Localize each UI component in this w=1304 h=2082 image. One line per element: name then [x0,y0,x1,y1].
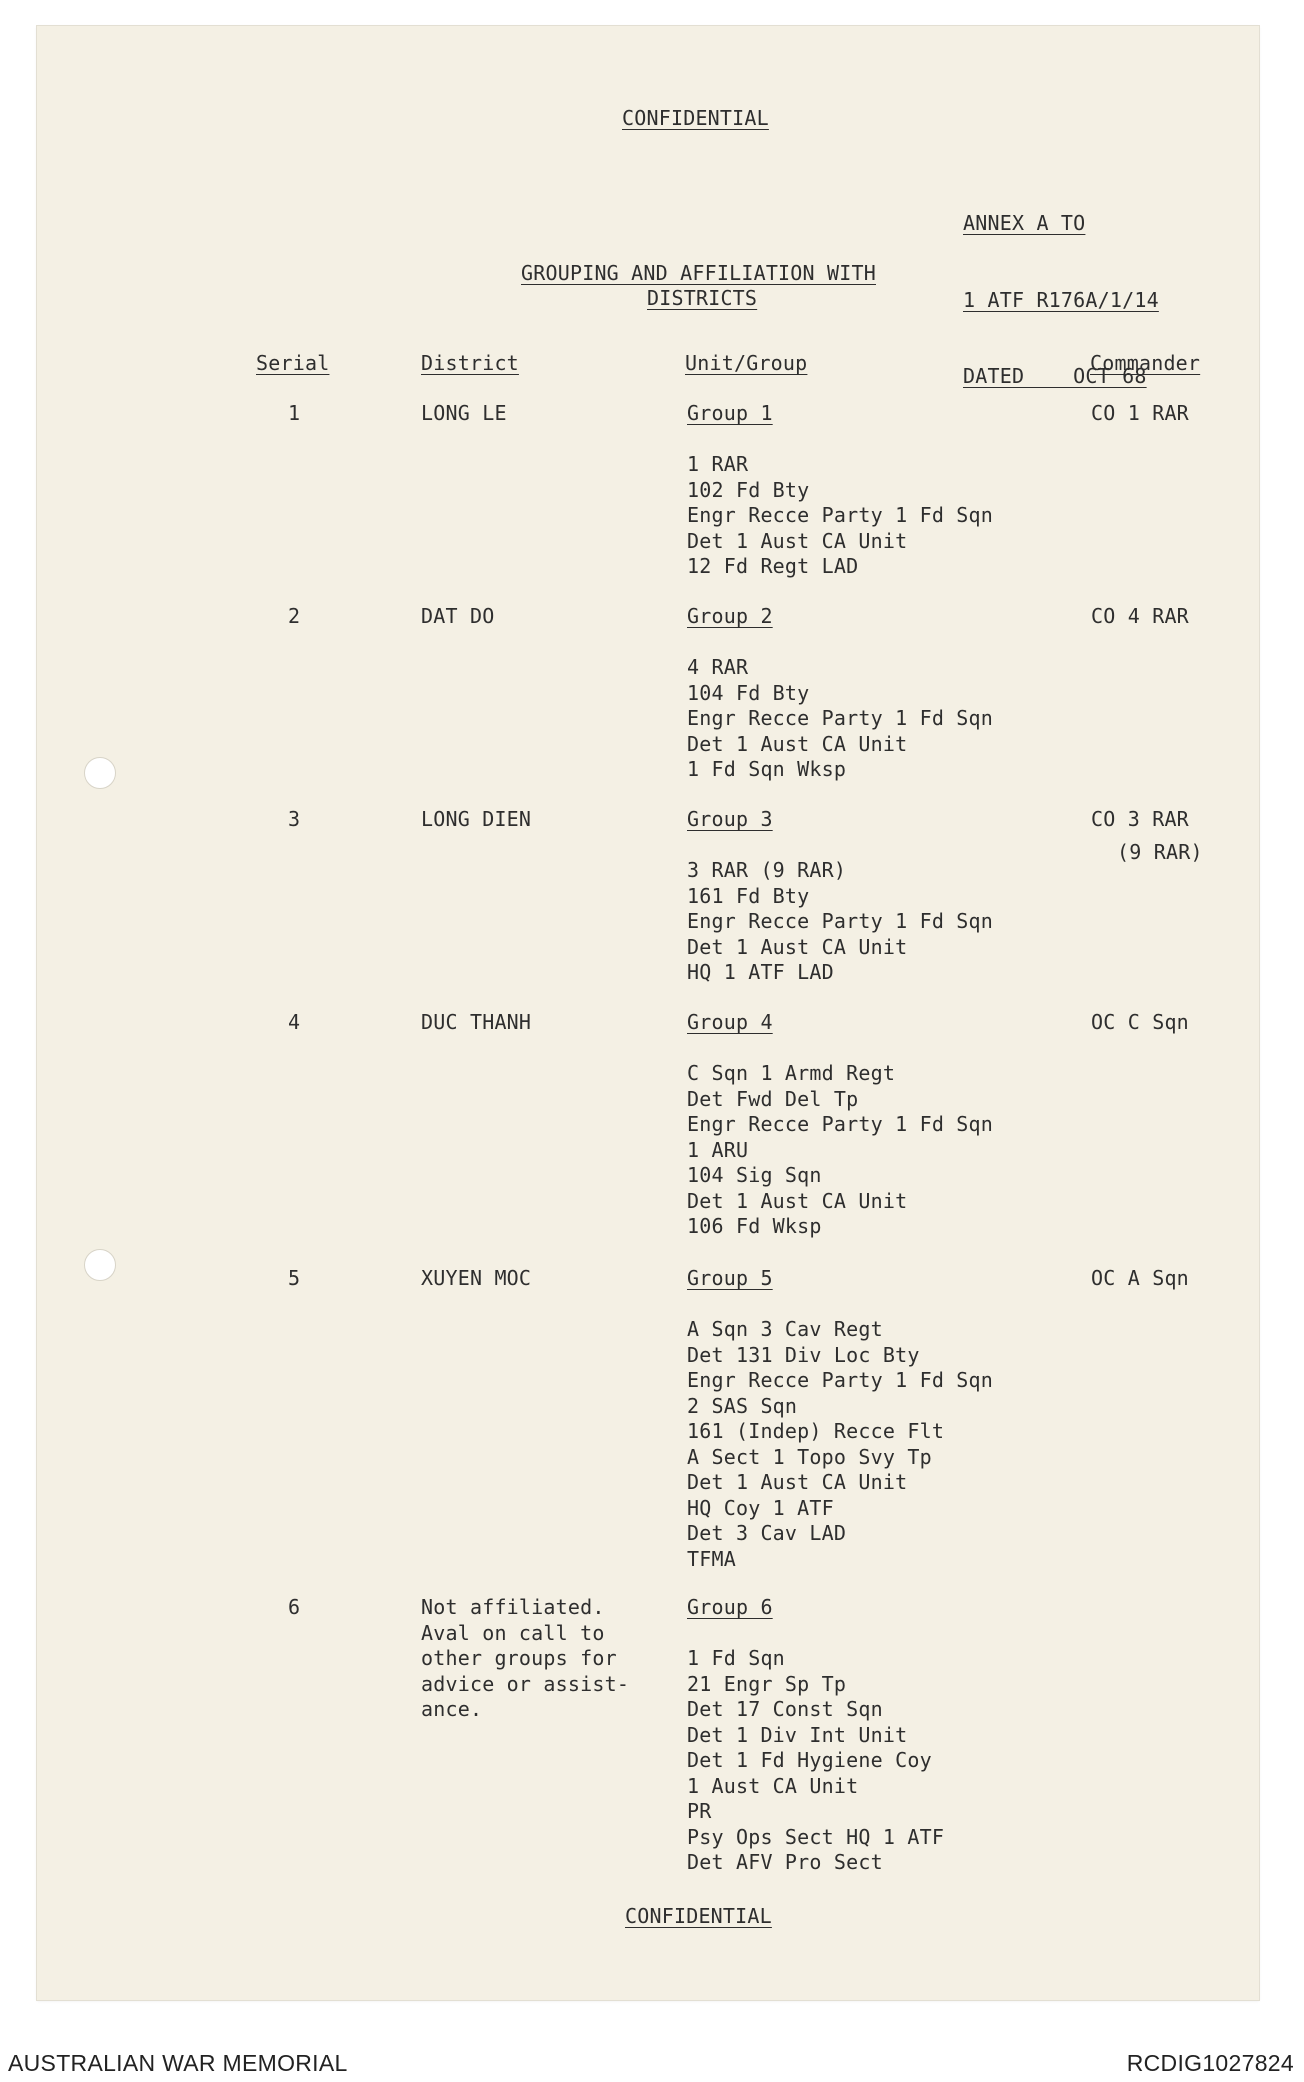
row-commander: (9 RAR) [1117,840,1203,864]
row-unit: Det 1 Aust CA Unit [687,1470,908,1494]
row-commander: CO 3 RAR [1091,807,1189,831]
row-unit: 4 RAR [687,655,749,679]
row-unit: 104 Fd Bty [687,680,810,705]
row-unit: PR [687,1799,712,1823]
row-unit: Engr Recce Party 1 Fd Sqn [687,706,994,730]
row-unit: 1 RAR [687,452,749,476]
punch-hole-top [84,757,116,789]
row-unit: Engr Recce Party 1 Fd Sqn [687,1112,994,1136]
row-district: other groups for [421,1646,617,1670]
row-unit: Psy Ops Sect HQ 1 ATF [687,1824,945,1849]
row-unit: HQ 1 ATF LAD [687,960,834,984]
row-unit: 3 RAR (9 RAR) [687,858,847,882]
row-unit: Det 1 Aust CA Unit [687,934,908,959]
row-commander: CO 4 RAR [1091,604,1189,628]
row-unit: Det 131 Div Loc Bty [687,1342,920,1367]
row-unit: Det Fwd Del Tp [687,1086,859,1111]
row-district: Aval on call to [421,1620,605,1645]
row-district: DUC THANH [421,1010,532,1034]
row-unit: Det 3 Cav LAD [687,1521,847,1545]
row-district: XUYEN MOC [421,1266,532,1290]
row-district: LONG DIEN [421,807,532,831]
annex-line-1: ANNEX A TO [963,211,1086,235]
row-district: ance. [421,1697,483,1721]
row-unit: 1 Fd Sqn Wksp [687,757,847,781]
row-district: advice or assist- [421,1671,630,1696]
annex-reference [963,160,1159,415]
annex-line-3: DATED OCT 68 [963,364,1147,388]
row-unit: 1 Aust CA Unit [687,1773,859,1798]
row-unit: HQ Coy 1 ATF [687,1495,834,1520]
page-title-line-2: DISTRICTS [647,286,758,310]
archive-reference-id: RCDIG1027824 [1126,2050,1294,2076]
row-unit: Engr Recce Party 1 Fd Sqn [687,1368,994,1392]
row-unit: 104 Sig Sqn [687,1163,822,1187]
row-unit: Det AFV Pro Sect [687,1850,883,1874]
classification-header: CONFIDENTIAL [622,106,769,130]
row-unit: Det 1 Div Int Unit [687,1722,908,1747]
row-serial: 2 [288,604,301,628]
column-header-serial: Serial [256,351,330,375]
punch-hole-bottom [84,1249,116,1281]
row-unit: Det 1 Fd Hygiene Coy [687,1748,932,1772]
row-serial: 5 [288,1266,301,1290]
row-unit: 106 Fd Wksp [687,1214,822,1238]
row-district: DAT DO [421,604,495,628]
row-unit: 161 Fd Bty [687,883,810,908]
row-unit: 12 Fd Regt LAD [687,554,859,578]
row-unit: 2 SAS Sqn [687,1393,798,1418]
page-title-line-1: GROUPING AND AFFILIATION WITH [521,261,876,285]
row-unit: C Sqn 1 Armd Regt [687,1061,896,1085]
row-unit: TFMA [687,1546,736,1571]
row-unit: Engr Recce Party 1 Fd Sqn [687,503,994,527]
row-unit: 1 ARU [687,1137,749,1162]
row-commander: OC C Sqn [1091,1010,1189,1034]
row-unit: Det 1 Aust CA Unit [687,1188,908,1213]
row-group-heading: Group 2 [687,604,773,628]
row-unit: 21 Engr Sp Tp [687,1671,847,1696]
row-unit: Engr Recce Party 1 Fd Sqn [687,909,994,933]
row-serial: 4 [288,1010,301,1034]
row-unit: A Sqn 3 Cav Regt [687,1317,883,1341]
row-unit: A Sect 1 Topo Svy Tp [687,1444,932,1469]
row-group-heading: Group 5 [687,1266,773,1290]
column-header-commander: Commander [1090,351,1201,375]
column-header-district: District [421,351,519,375]
row-district: LONG LE [421,401,507,425]
archive-credit: AUSTRALIAN WAR MEMORIAL [8,2050,348,2076]
row-group-heading: Group 4 [687,1010,773,1034]
classification-footer: CONFIDENTIAL [625,1904,772,1928]
row-unit: 1 Fd Sqn [687,1646,785,1670]
row-district: Not affiliated. [421,1595,605,1619]
row-group-heading: Group 1 [687,401,773,425]
row-unit: Det 1 Aust CA Unit [687,731,908,756]
row-commander: OC A Sqn [1091,1266,1189,1290]
row-unit: Det 1 Aust CA Unit [687,528,908,553]
row-group-heading: Group 3 [687,807,773,831]
row-unit: 161 (Indep) Recce Flt [687,1419,945,1443]
row-unit: 102 Fd Bty [687,477,810,502]
row-serial: 6 [288,1595,301,1619]
row-serial: 3 [288,807,301,831]
row-group-heading: Group 6 [687,1595,773,1619]
row-serial: 1 [288,401,301,425]
row-unit: Det 17 Const Sqn [687,1697,883,1721]
row-commander: CO 1 RAR [1091,401,1189,425]
column-header-unit-group: Unit/Group [685,351,808,375]
annex-line-2: 1 ATF R176A/1/14 [963,287,1159,312]
